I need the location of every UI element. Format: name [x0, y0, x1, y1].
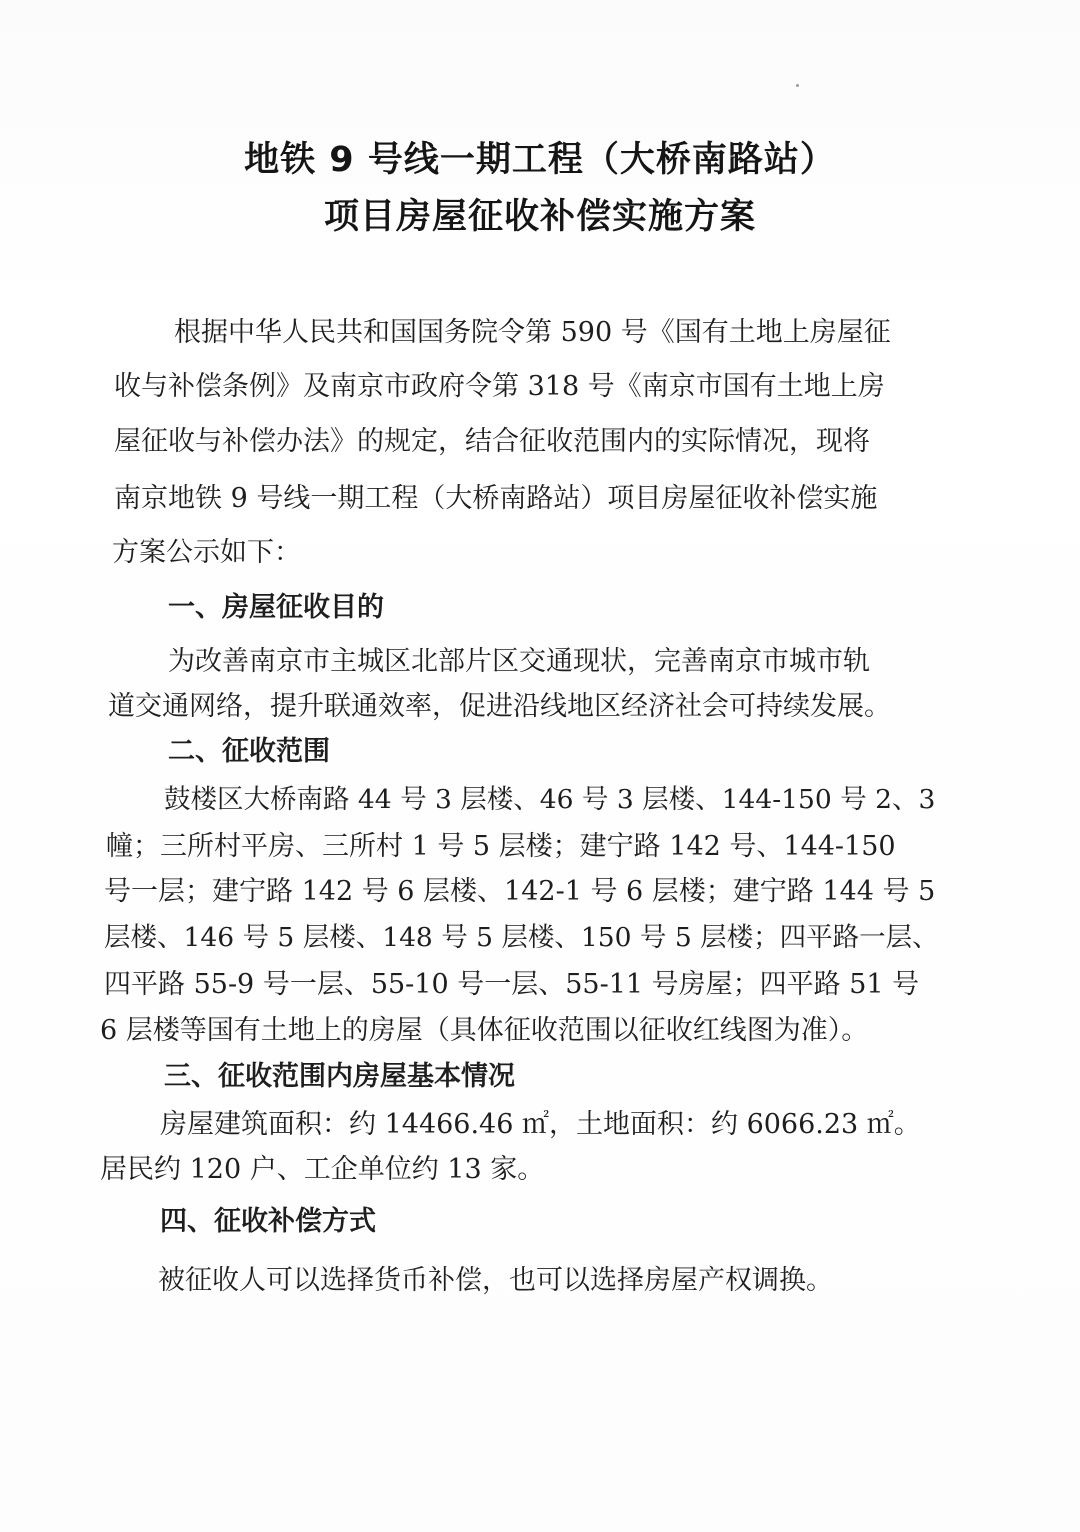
- section-line: 层楼、146 号 5 层楼、148 号 5 层楼、150 号 5 层楼；四平路一层、: [104, 922, 939, 953]
- intro-line: 方案公示如下：: [112, 537, 301, 568]
- section-line: 号一层；建宁路 142 号 6 层楼、142-1 号 6 层楼；建宁路 144 号 5: [104, 876, 936, 907]
- scan-speck: [796, 84, 799, 87]
- section-heading-scope: 二、征收范围: [168, 736, 330, 767]
- intro-line: 收与补偿条例》及南京市政府令第 318 号《南京市国有土地上房: [114, 371, 885, 402]
- document-title-line-2: 项目房屋征收补偿实施方案: [323, 197, 756, 237]
- section-line: 鼓楼区大桥南路 44 号 3 层楼、46 号 3 层楼、144-150 号 2、3: [164, 784, 936, 815]
- document-title-line-1: 地铁 9 号线一期工程（大桥南路站）: [244, 140, 836, 180]
- section-line: 房屋建筑面积：约 14466.46 ㎡，土地面积：约 6066.23 ㎡。: [160, 1109, 921, 1140]
- section-line: 居民约 120 户、工企单位约 13 家。: [100, 1154, 545, 1185]
- section-line: 为改善南京市主城区北部片区交通现状，完善南京市城市轨: [168, 646, 870, 677]
- intro-line: 根据中华人民共和国国务院令第 590 号《国有土地上房屋征: [174, 317, 891, 348]
- section-heading-basic-info: 三、征收范围内房屋基本情况: [164, 1061, 515, 1092]
- section-line: 6 层楼等国有土地上的房屋（具体征收范围以征收红线图为准）。: [100, 1015, 869, 1046]
- section-heading-compensation: 四、征收补偿方式: [160, 1206, 376, 1237]
- intro-line: 屋征收与补偿办法》的规定，结合征收范围内的实际情况，现将: [114, 426, 870, 457]
- section-line: 幢；三所村平房、三所村 1 号 5 层楼；建宁路 142 号、144-150: [106, 831, 896, 862]
- section-heading-purpose: 一、房屋征收目的: [168, 592, 384, 623]
- section-line: 四平路 55-9 号一层、55-10 号一层、55-11 号房屋；四平路 51 号: [104, 969, 920, 1000]
- section-line: 道交通网络，提升联通效率，促进沿线地区经济社会可持续发展。: [108, 691, 891, 722]
- intro-line: 南京地铁 9 号线一期工程（大桥南路站）项目房屋征收补偿实施: [114, 483, 878, 514]
- section-line: 被征收人可以选择货币补偿，也可以选择房屋产权调换。: [158, 1265, 833, 1296]
